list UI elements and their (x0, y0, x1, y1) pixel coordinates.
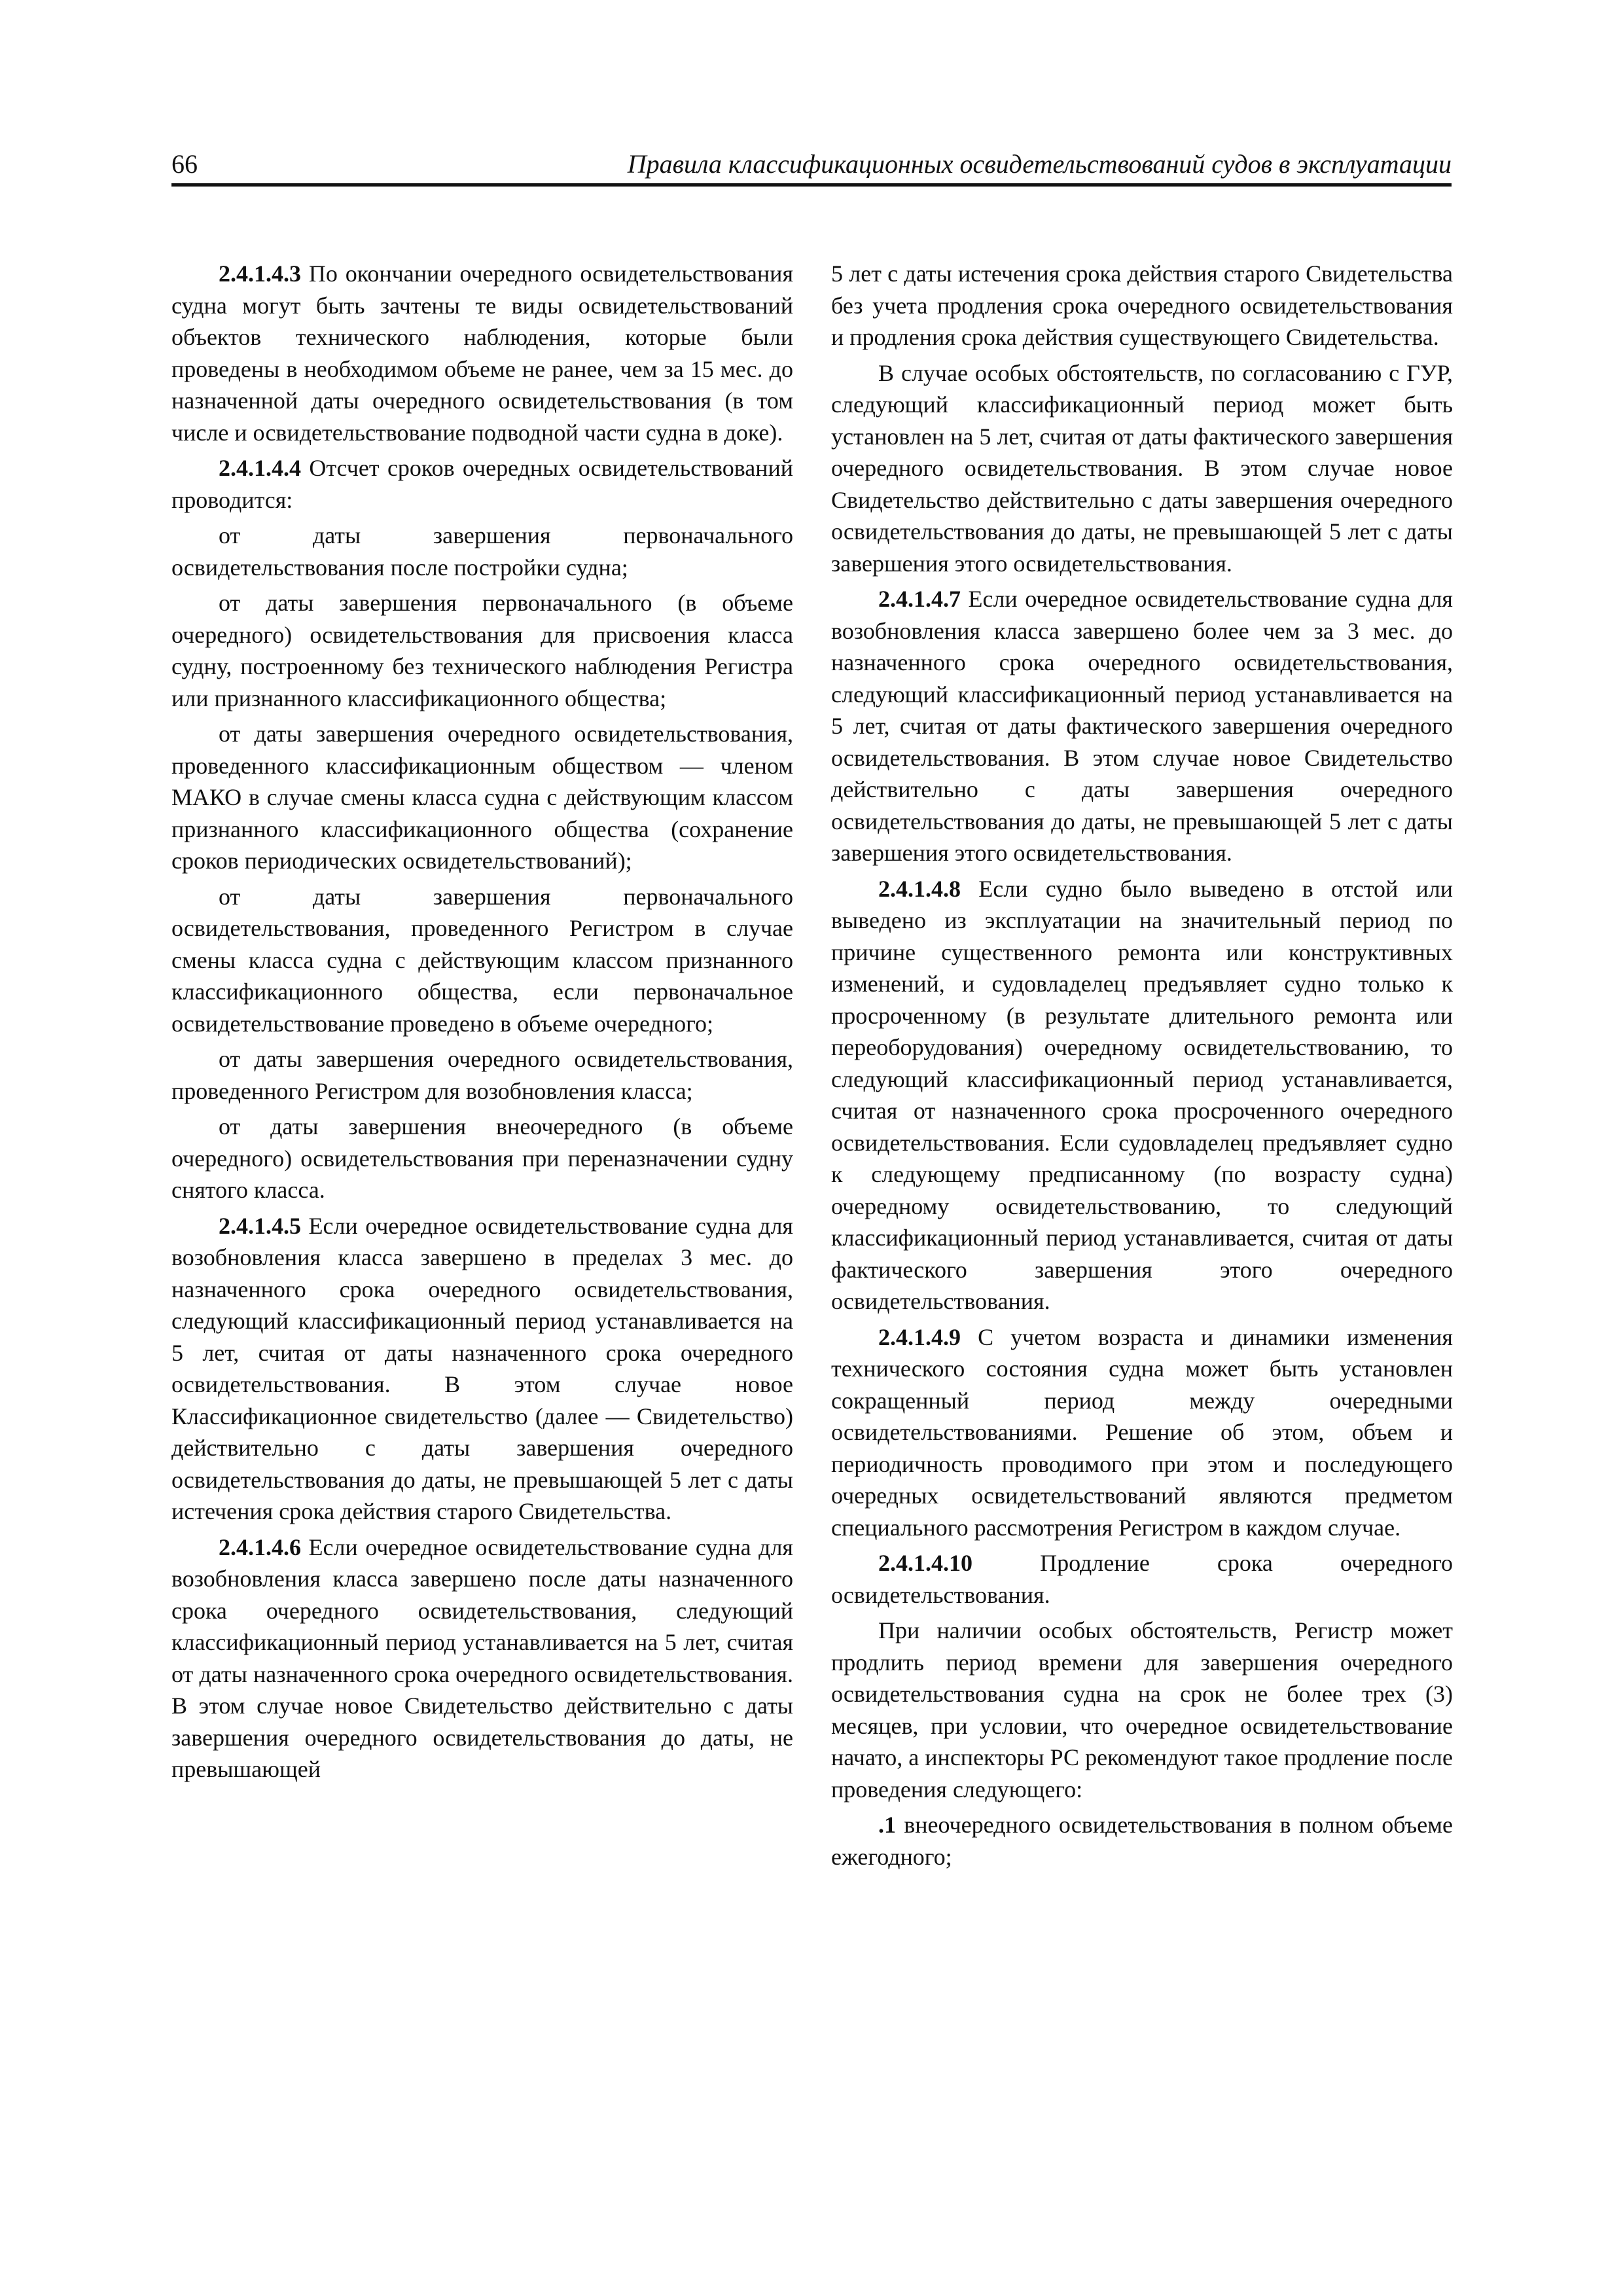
list-paragraph: от даты завершения очередного освидетельствования, проведенного классификационным обществом — членом МАКО в случае смены класса судна с действующим классом признанного классификационного общества (сохранение сроков периодических освидетельствований); (171, 721, 793, 874)
clause-number: 2.4.1.4.6 (219, 1534, 301, 1560)
paragraph-2-4-1-4-10 (831, 1547, 1453, 1611)
clause-number: 2.4.1.4.5 (219, 1212, 301, 1239)
list-paragraph: от даты завершения внеочередного (в объеме очередного) освидетельствования при переназначении судну снятого класса. (171, 1113, 793, 1203)
paragraph-text: С учетом возраста и динамики изменения технического состояния судна может быть установлен сокращенный период между очередными освидетельствованиями. Решение об этом, объем и периодичность проводимого при этом и последующего очередных освидетельствований являются предметом специального рассмотрения Регистром в каждом случае. (831, 1323, 1453, 1541)
clause-number: 2.4.1.4.10 (878, 1550, 972, 1576)
clause-number: 2.4.1.4.3 (219, 260, 301, 287)
paragraph-continuation: 5 лет с даты истечения срока действия старого Свидетельства без учета продления срока очередного освидетельствования и продления срока действия существующего Свидетельства. (831, 260, 1453, 350)
item-number: .1 (878, 1812, 896, 1838)
paragraph-text: По окончании очередного освидетельствования судна могут быть зачтены те виды освидетельствований объектов технического наблюдения, которые были проведены в необходимом объеме не ранее, чем за 15 мес. до назначенной даты очередного освидетельствования (в том числе и освидетельствование подводной части судна в доке). (171, 260, 793, 446)
list-paragraph: от даты завершения очередного освидетельствования, проведенного Регистром для возобновления класса; (171, 1046, 793, 1104)
paragraph-2-4-1-4-4 (171, 452, 793, 516)
right-column (831, 258, 1453, 2208)
list-item-1 (831, 1809, 1453, 1873)
page-body (171, 258, 1453, 2208)
list-paragraph: от даты завершения первоначального освидетельствования, проведенного Регистром в случае смены класса судна с действующим классом признанного классификационного общества, если первоначальное освидетельствование проведено в объеме очередного; (171, 883, 793, 1037)
paragraph-text: Продление срока очередного освидетельствования. (831, 1550, 1453, 1608)
list-paragraph: от даты завершения первоначального (в объеме очередного) освидетельствования для присвоения класса судну, построенному без технического наблюдения Регистра или признанного классификационного общества; (171, 590, 793, 711)
clause-number: 2.4.1.4.7 (878, 586, 961, 612)
running-title: Правила классификационных освидетельствований судов в эксплуатации (627, 149, 1452, 179)
paragraph-2-4-1-4-5 (171, 1210, 793, 1528)
paragraph-2-4-1-4-7 (831, 583, 1453, 869)
page-header (171, 145, 1452, 187)
clause-number: 2.4.1.4.4 (219, 455, 301, 481)
paragraph-2-4-1-4-3 (171, 258, 793, 448)
left-column (171, 258, 793, 2208)
paragraph-2-4-1-4-6 (171, 1532, 793, 1785)
clause-number: 2.4.1.4.9 (878, 1323, 961, 1350)
list-paragraph: от даты завершения первоначального освидетельствования после постройки судна; (171, 522, 793, 581)
paragraph-text: Если очередное освидетельствование судна для возобновления класса завершено после даты назначенного срока очередного освидетельствования, следующий классификационный период устанавливается на 5 лет, считая от даты назначенного срока очередного освидетельствования. В этом случае новое Свидетельство действительно с даты завершения очередного освидетельствования до даты, не превышающей (171, 1534, 793, 1782)
paragraph-text: Если очередное освидетельствование судна для возобновления класса завершено более чем за 3 мес. до назначенного срока очередного освидетельствования, следующий классификационный период устанавливается на 5 лет, считая от даты фактического завершения очередного освидетельствования. В этом случае новое Свидетельство действительно с даты завершения очередного освидетельствования до даты, не превышающей 5 лет с даты завершения этого освидетельствования. (831, 586, 1453, 866)
paragraph-2-4-1-4-8 (831, 873, 1453, 1318)
paragraph: В случае особых обстоятельств, по согласованию с ГУР, следующий классификационный период может быть установлен на 5 лет, считая от даты фактического завершения очередного освидетельствования. В этом случае новое Свидетельство действительно с даты завершения очередного освидетельствования до даты, не превышающей 5 лет с даты завершения этого освидетельствования. (831, 359, 1453, 577)
paragraph-text: Отсчет сроков очередных освидетельствований проводится: (171, 455, 793, 513)
paragraph-2-4-1-4-9 (831, 1321, 1453, 1544)
paragraph-text: Если судно было выведено в отстой или выведено из эксплуатации на значительный период по причине существенного ремонта или конструктивных изменений, и судовладелец предъявляет судно только к просроченному (в результате длительного ремонта или переоборудования) очередному освидетельствованию, то следующий классификационный период устанавливается, считая от назначенного срока просроченного очередного освидетельствования. Если судовладелец предъявляет судно к следующему предписанному (по возрасту судна) очередному освидетельствованию, то следующий классификационный период устанавливается, считая от даты фактического завершения этого очередного освидетельствования. (831, 875, 1453, 1314)
clause-number: 2.4.1.4.8 (878, 875, 961, 902)
paragraph: При наличии особых обстоятельств, Регистр может продлить период времени для завершения очередного освидетельствования судна на срок не более трех (3) месяцев, при условии, что очередное освидетельствование начато, а инспекторы РС рекомендуют такое продление после проведения следующего: (831, 1617, 1453, 1803)
paragraph-text: Если очередное освидетельствование судна для возобновления класса завершено в пределах 3 мес. до назначенного срока очередного освидетельствования, следующий классификационный период устанавливается на 5 лет, считая от даты назначенного срока очередного освидетельствования. В этом случае новое Классификационное свидетельство (далее — Свидетельство) действительно с даты завершения очередного освидетельствования до даты, не превышающей 5 лет с даты истечения срока действия старого Свидетельства. (171, 1212, 793, 1524)
item-text: внеочередного освидетельствования в полном объеме ежегодного; (831, 1812, 1453, 1870)
page-number: 66 (171, 149, 198, 179)
